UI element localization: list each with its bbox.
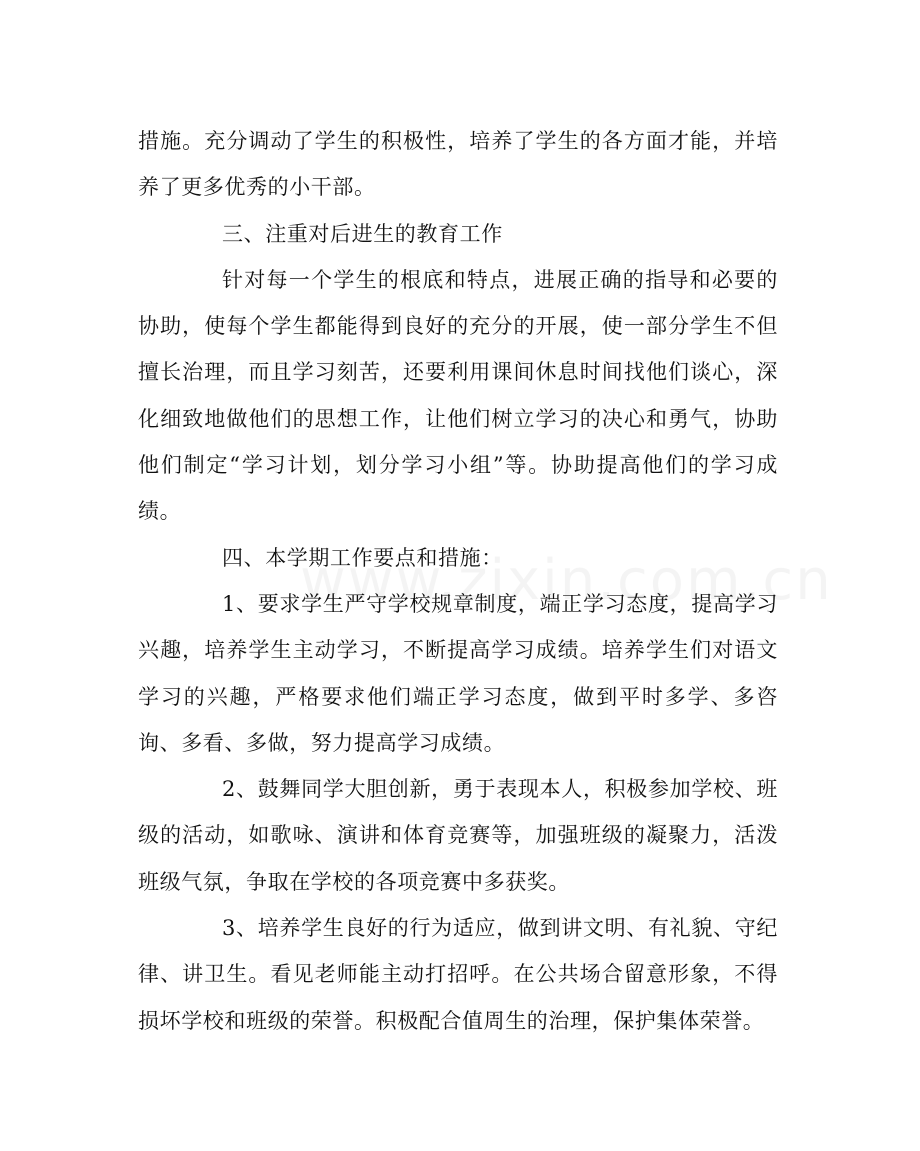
- list-item-1: 1、要求学生严守学校规章制度，端正学习态度，提高学习兴趣，培养学生主动学习，不断提高学习成绩。培养学生们对语文学习的兴趣，严格要求他们端正学习态度，做到平时多学、多咨询、多看、多做，努力提高学习成绩。: [138, 591, 778, 755]
- paragraph-1: 措施。充分调动了学生的积极性，培养了学生的各方面才能，并培养了更多优秀的小干部。: [138, 129, 778, 200]
- list-item-3: 3、培养学生良好的行为适应，做到讲文明、有礼貌、守纪律、讲卫生。看见老师能主动打招呼。在公共场合留意形象，不得损坏学校和班级的荣誉。积极配合值周生的治理，保护集体荣誉。: [138, 916, 778, 1033]
- paragraph-2: 针对每一个学生的根底和特点，进展正确的指导和必要的协助，使每个学生都能得到良好的充分的开展，使一部分学生不但擅长治理，而且学习刻苦，还要利用课间休息时间找他们谈心，深化细致地做他们的思想工作，让他们树立学习的决心和勇气，协助他们制定“学习计划，划分学习小组”等。协助提高他们的学习成绩。: [138, 267, 778, 524]
- document-body: [138, 118, 778, 1044]
- list-item-2: 2、鼓舞同学大胆创新，勇于表现本人，积极参加学校、班级的活动，如歌咏、演讲和体育竞赛等，加强班级的凝聚力，活泼班级气氛，争取在学校的各项竞赛中多获奖。: [138, 777, 778, 894]
- section-heading-4: 四、本学期工作要点和措施：: [222, 545, 503, 570]
- section-heading-3: 三、注重对后进生的教育工作: [222, 221, 503, 246]
